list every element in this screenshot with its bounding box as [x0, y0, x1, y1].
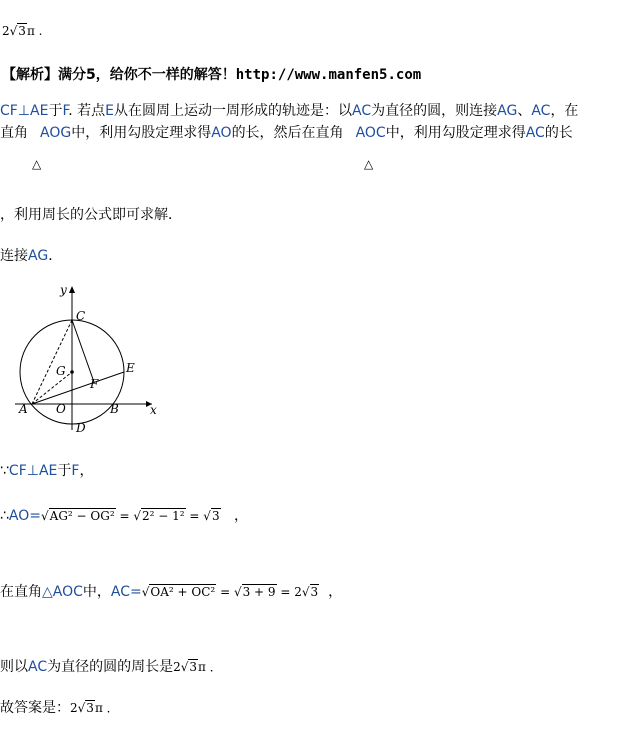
label-b: B	[110, 402, 119, 416]
label-x: x	[150, 403, 157, 417]
label-c: C	[76, 309, 86, 323]
segment-cf	[72, 320, 94, 382]
geometry-figure	[10, 280, 160, 440]
since-line: ∵CF⊥AE于F，	[0, 463, 94, 479]
label-d: D	[76, 421, 86, 435]
perimeter-line: 则以AC为直径的圆的周长是2√3π ．	[0, 659, 222, 675]
analysis-line-3: ，利用周长的公式即可求解．	[0, 207, 182, 223]
triangle-symbol-1: △	[32, 157, 42, 171]
connect-ag-step: 连接AG．	[0, 248, 63, 264]
therefore-line: ∴AO=√AG² − OG² = √2² − 1² = √3 ，	[0, 508, 248, 524]
label-e: E	[126, 361, 135, 375]
analysis-line-1: CF⊥AE于F. 若点E从在圆周上运动一周形成的轨迹是：以AC为直径的圆，则连接AG、AC，在	[0, 103, 579, 119]
triangle-symbol-2: △	[364, 157, 374, 171]
label-y: y	[60, 283, 67, 297]
header-title: 【解析】满分5，给你不一样的解答！	[2, 67, 236, 83]
analysis-line-2: 直角 AOG中，利用勾股定理求得AO的长，然后在直角 AOC中，利用勾股定理求得AC的长	[0, 125, 573, 141]
label-a: A	[19, 402, 28, 416]
point-g	[70, 370, 74, 374]
right-triangle-line: 在直角△AOC中，AC=√OA² + OC² = √3 + 9 = 2√3 ，	[0, 584, 343, 600]
label-f: F	[90, 377, 99, 391]
label-g: G	[56, 364, 66, 378]
final-answer-line: 故答案是：2√3π ．	[0, 700, 119, 716]
header-url[interactable]: http://www.manfen5.com	[235, 67, 422, 83]
segment-ag	[32, 372, 72, 404]
analysis-header	[2, 64, 421, 84]
label-o: O	[56, 402, 66, 416]
top-answer: 2√3π .	[2, 24, 43, 38]
y-axis-arrow	[69, 286, 75, 293]
segment-ae	[32, 372, 124, 404]
